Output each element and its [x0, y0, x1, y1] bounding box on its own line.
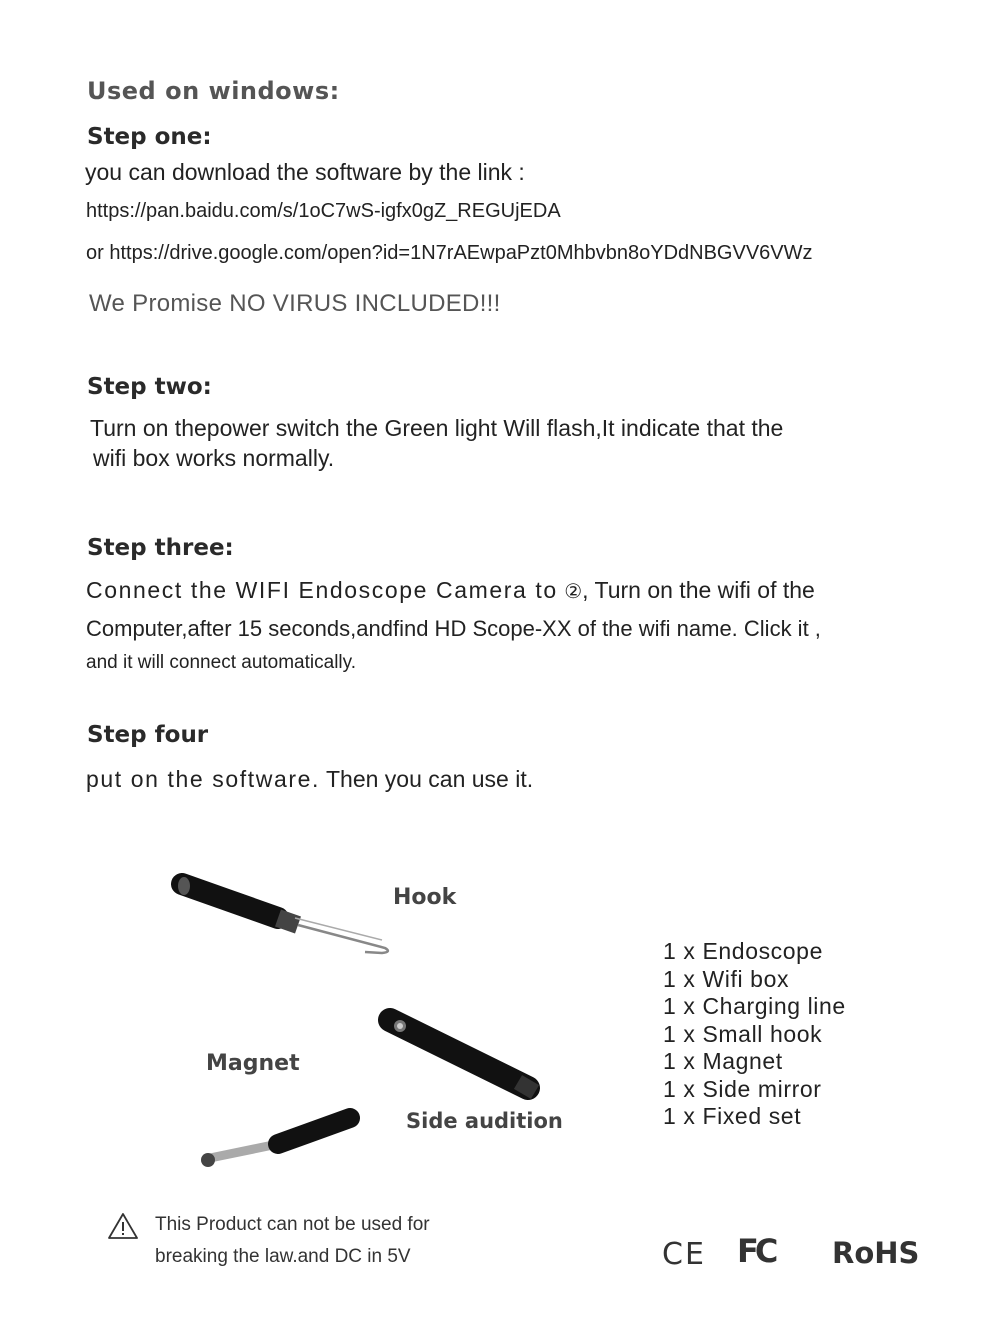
- list-item: 1 x Small hook: [663, 1020, 823, 1047]
- package-contents-list: [663, 938, 846, 1131]
- step-two-line-2: wifi box works normally.: [93, 445, 335, 471]
- hook-label: Hook: [393, 885, 457, 910]
- step-four-line-b: Then you can use it.: [320, 766, 534, 792]
- step-three-line-1-a: Connect the WIFI Endoscope Camera to: [86, 577, 558, 603]
- step-three-line-1: [86, 575, 815, 608]
- warning-triangle-icon: [107, 1212, 139, 1240]
- step-four-line-a: put on the software.: [86, 766, 321, 792]
- page-title: Used on windows:: [87, 77, 340, 105]
- magnet-illustration: [201, 1118, 350, 1167]
- step-two-line-1: Turn on thepower switch the Green light Will flash,It indicate that the: [90, 415, 784, 441]
- warning-line-2: breaking the law.and DC in 5V: [155, 1246, 411, 1267]
- list-item: 1 x Fixed set: [663, 1103, 802, 1129]
- no-virus-notice: We Promise NO VIRUS INCLUDED!!!: [89, 290, 501, 317]
- step-one-intro: you can download the software by the link :: [85, 159, 525, 185]
- accessories-illustration: [160, 860, 580, 1190]
- warning-line-1: This Product can not be used for: [155, 1214, 430, 1235]
- list-item: 1 x Endoscope: [663, 938, 823, 964]
- fcc-mark-icon: FC: [737, 1232, 775, 1270]
- hook-illustration: [178, 877, 388, 953]
- list-item: 1 x Charging line: [663, 993, 846, 1019]
- step-four-line: [86, 764, 533, 795]
- google-link[interactable]: or https://drive.google.com/open?id=1N7rAEwpaPzt0Mhbvbn8oYDdNBGVV6VWz: [86, 242, 813, 264]
- circled-two-marker: ②: [564, 581, 583, 603]
- warning-text: [155, 1209, 430, 1273]
- side-mirror-illustration: [390, 1020, 535, 1092]
- list-item: 1 x Magnet: [663, 1048, 783, 1074]
- list-item: 1 x Wifi box: [663, 965, 790, 992]
- side-audition-label: Side audition: [406, 1109, 563, 1133]
- step-two-heading: Step two:: [87, 374, 212, 400]
- step-four-heading: Step four: [87, 722, 209, 748]
- step-three-line-2: Computer,after 15 seconds,andfind HD Scope-XX of the wifi name. Click it ,: [86, 616, 821, 641]
- step-three-heading: Step three:: [87, 535, 234, 561]
- magnet-label: Magnet: [206, 1051, 300, 1076]
- step-three-line-3: and it will connect automatically.: [86, 652, 356, 673]
- list-item: 1 x Side mirror: [663, 1075, 822, 1102]
- ce-mark-icon: CE: [662, 1237, 706, 1272]
- baidu-link[interactable]: https://pan.baidu.com/s/1oC7wS-igfx0gZ_REGUjEDA: [86, 200, 561, 222]
- step-one-heading: Step one:: [87, 124, 212, 150]
- rohs-mark-icon: RoHS: [832, 1236, 920, 1270]
- step-three-line-1-b: , Turn on the wifi of the: [582, 577, 815, 603]
